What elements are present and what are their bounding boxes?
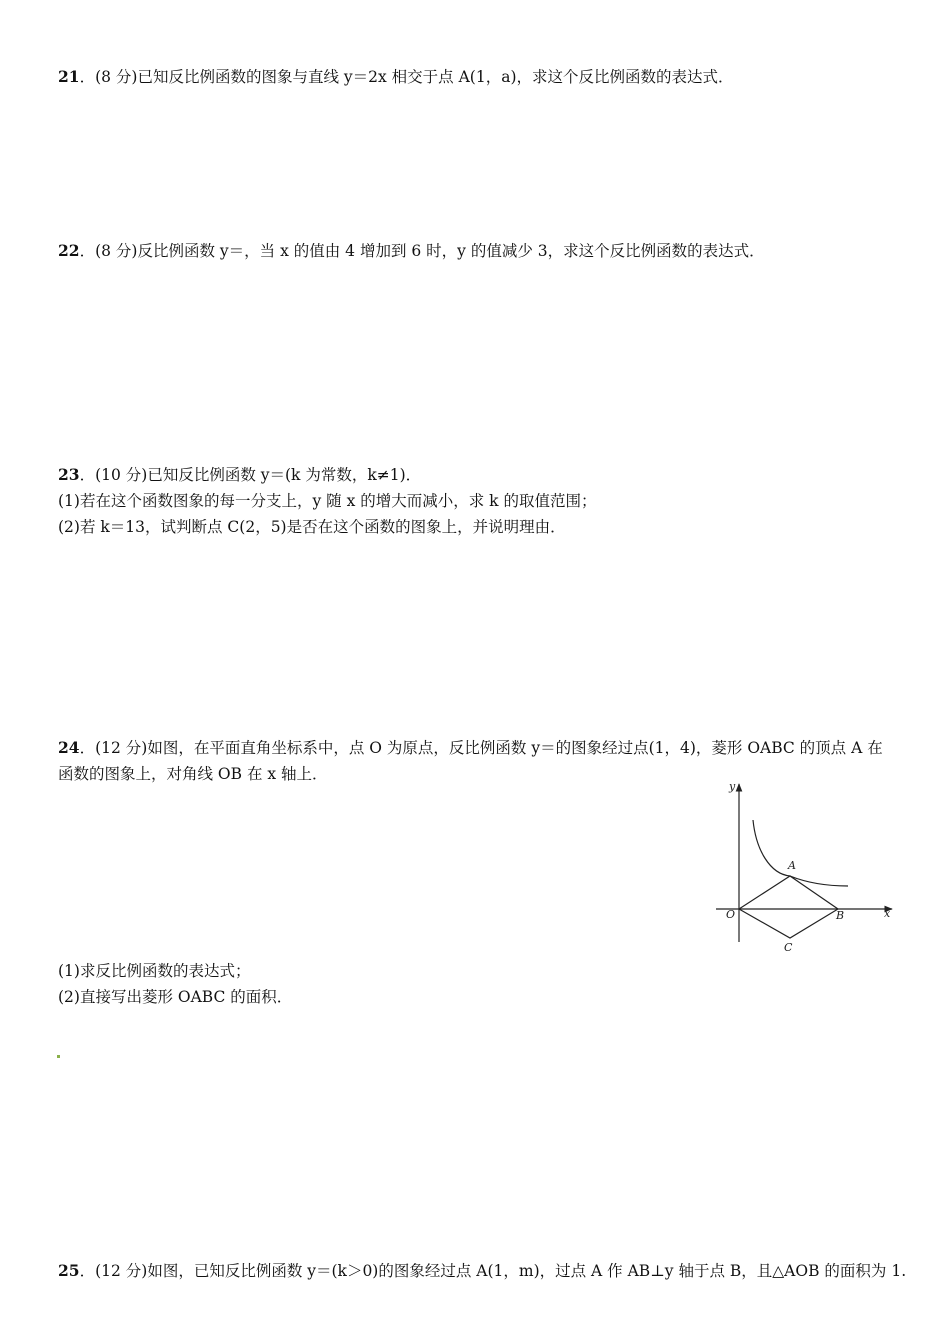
point-a-label: A: [788, 859, 796, 872]
question-22: [58, 238, 896, 264]
question-22-line: [58, 238, 896, 264]
question-text: ．(8 分)已知反比例函数的图象与直线 y＝2x 相交于点 A(1，a)，求这个反比例函数的表达式．: [79, 68, 734, 86]
x-axis-label: x: [884, 907, 891, 920]
question-25: [58, 1258, 907, 1284]
question-23-part-2: (2)若 k＝13，试判断点 C(2，5)是否在这个函数的图象上，并说明理由．: [58, 518, 566, 536]
question-text: ．(12 分)如图，在平面直角坐标系中，点 O 为原点，反比例函数 y＝的图象经过点(1，4)，菱形 OABC 的顶点 A 在函数的图象上，对角线 OB 在 x 轴上．: [58, 739, 883, 783]
y-axis-label: y: [729, 780, 736, 793]
question-text: ．(12 分)如图，已知反比例函数 y＝(k＞0)的图象经过点 A(1，m)，过点 A 作 AB⊥y 轴于点 B，且△AOB 的面积为 1.: [79, 1262, 907, 1280]
point-b-label: B: [836, 909, 845, 922]
question-number: 22: [58, 241, 80, 260]
question-23-line: [58, 462, 896, 488]
question-24-parts: [58, 958, 292, 1010]
point-c-label: C: [784, 941, 793, 954]
question-text: ．(8 分)反比例函数 y＝，当 x 的值由 4 增加到 6 时，y 的值减少 3，求这个反比例函数的表达式．: [79, 242, 765, 260]
question-number: 24: [58, 738, 80, 757]
question-number: 21: [58, 67, 80, 86]
rhombus-oabc: [739, 876, 838, 938]
origin-label: O: [726, 908, 736, 921]
question-number: 25: [58, 1261, 80, 1280]
question-23-part-1: (1)若在这个函数图象的每一分支上，y 随 x 的增大而减小，求 k 的取值范围；: [58, 492, 597, 510]
question-25-line: [58, 1258, 907, 1284]
question-21-line: [58, 64, 896, 90]
question-24-part-1: (1)求反比例函数的表达式；: [58, 962, 251, 980]
question-number: 23: [58, 465, 80, 484]
question-23: [58, 462, 896, 540]
rhombus-coordinate-figure: [712, 778, 898, 958]
stray-mark: [57, 1055, 60, 1058]
question-text: ．(10 分)已知反比例函数 y＝(k 为常数，k≠1)．: [79, 466, 422, 484]
hyperbola-curve: [753, 820, 848, 886]
question-24-part-2: (2)直接写出菱形 OABC 的面积．: [58, 988, 293, 1006]
question-21: [58, 64, 896, 90]
